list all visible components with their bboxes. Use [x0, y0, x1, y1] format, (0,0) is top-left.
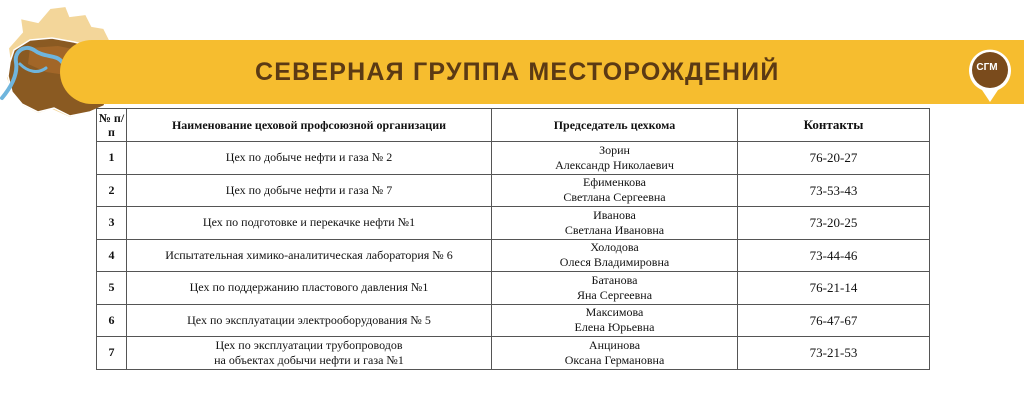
column-header-contacts: Контакты [738, 109, 930, 142]
contact-phone: 76-47-67 [738, 304, 930, 337]
chairman-name: Зорин Александр Николаевич [492, 142, 738, 175]
chairman-name: Иванова Светлана Ивановна [492, 207, 738, 240]
organization-name: Цех по добыче нефти и газа № 2 [127, 142, 492, 175]
organization-name: Испытательная химико-аналитическая лаборатория № 6 [127, 239, 492, 272]
table-row [97, 304, 930, 337]
contact-phone: 73-20-25 [738, 207, 930, 240]
units-table [96, 108, 930, 370]
chairman-name: Максимова Елена Юрьевна [492, 304, 738, 337]
location-pin-logo-icon [966, 46, 1014, 104]
column-header-organization: Наименование цеховой профсоюзной организации [127, 109, 492, 142]
organization-name: Цех по эксплуатации электрооборудования № 5 [127, 304, 492, 337]
chairman-name: Анцинова Оксана Германовна [492, 337, 738, 370]
table-row [97, 337, 930, 370]
column-header-number: № п/п [97, 109, 127, 142]
organization-name: Цех по подготовке и перекачке нефти №1 [127, 207, 492, 240]
table-row [97, 239, 930, 272]
chairman-name: Ефименкова Светлана Сергеевна [492, 174, 738, 207]
contact-phone: 76-20-27 [738, 142, 930, 175]
contact-phone: 73-53-43 [738, 174, 930, 207]
contact-phone: 76-21-14 [738, 272, 930, 305]
table-row [97, 272, 930, 305]
page-title: СЕВЕРНАЯ ГРУППА МЕСТОРОЖДЕНИЙ [255, 58, 780, 86]
organization-name: Цех по эксплуатации трубопроводов на объектах добычи нефти и газа №1 [127, 337, 492, 370]
contact-phone: 73-21-53 [738, 337, 930, 370]
table-row [97, 142, 930, 175]
chairman-name: Холодова Олеся Владимировна [492, 239, 738, 272]
row-number: 7 [97, 337, 127, 370]
contact-phone: 73-44-46 [738, 239, 930, 272]
logo-text: СГМ [976, 62, 998, 73]
row-number: 5 [97, 272, 127, 305]
row-number: 1 [97, 142, 127, 175]
table-row [97, 174, 930, 207]
organization-name: Цех по поддержанию пластового давления №1 [127, 272, 492, 305]
row-number: 2 [97, 174, 127, 207]
column-header-chairman: Председатель цехкома [492, 109, 738, 142]
chairman-name: Батанова Яна Сергеевна [492, 272, 738, 305]
organization-name: Цех по добыче нефти и газа № 7 [127, 174, 492, 207]
row-number: 3 [97, 207, 127, 240]
row-number: 4 [97, 239, 127, 272]
table-row [97, 207, 930, 240]
row-number: 6 [97, 304, 127, 337]
table-header-row [97, 109, 930, 142]
